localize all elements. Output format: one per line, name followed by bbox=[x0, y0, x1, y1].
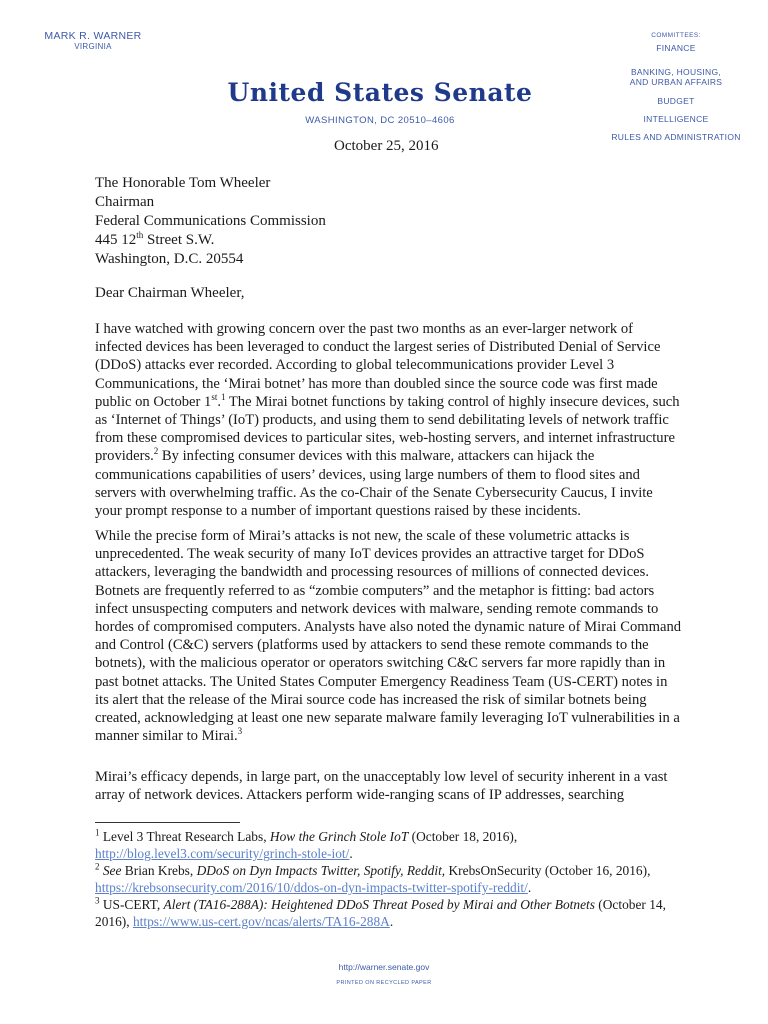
footnote-ref: 3 bbox=[237, 726, 243, 737]
body-paragraph-1: I have watched with growing concern over the past two months as an ever-larger network of infected devices has been leveraged to conduct the largest series of Distributed Denial of Service (DDoS) attacks ever recorded. According to global telecommunications provider Level 3 Communications, the ‘Mirai botnet’ has more than doubled since the source code was first made public on October 1st.$^1$ The Mirai botnet functions by taking control of highly insecure devices, such as ‘Internet of Things’ (IoT) products, and using them to send debilitating levels of network traffic from these compromised devices to particular sites, web-hosting servers, and internet infrastructure providers.$^2$ By infecting consumer devices with this malware, attackers can hijack the communications capabilities of users’ devices, using large numbers of them to flood sites and servers with overwhelming traffic. As the co-Chair of the Senate Cybersecurity Caucus, I invite your prompt response to a number of important questions raised by these incidents. bbox=[95, 321, 680, 520]
footnote-3: $^3$ US-CERT, Alert (TA16-288A): Heightened DDoS Threat Posed by Mirai and Other Botnets (October 14, 2016), https://www.us-cert.gov/ncas/alerts/TA16-288A. bbox=[95, 895, 666, 929]
sender-block bbox=[38, 30, 148, 51]
footnote-link[interactable]: https://www.us-cert.gov/ncas/alerts/TA16-288A bbox=[132, 914, 390, 929]
committees-label: COMMITTEES: bbox=[651, 32, 701, 39]
recipient-street: 445 12th Street S.W. bbox=[95, 230, 215, 248]
footer-website[interactable]: http://warner.senate.gov bbox=[338, 962, 430, 972]
recipient-name: The Honorable Tom Wheeler bbox=[95, 175, 271, 191]
recipient-agency: Federal Communications Commission bbox=[95, 213, 326, 229]
sender-name: MARK R. WARNER bbox=[44, 30, 142, 42]
committee-item: INTELLIGENCE bbox=[643, 114, 709, 124]
footnote-link[interactable]: https://krebsonsecurity.com/2016/10/ddos-on-dyn-impacts-twitter-spotify-reddit/ bbox=[95, 880, 528, 895]
footnote-ref: 1 bbox=[221, 391, 226, 402]
footnotes bbox=[95, 828, 685, 930]
committee-item: RULES AND ADMINISTRATION bbox=[611, 132, 741, 142]
letterhead-title: United States Senate bbox=[227, 78, 533, 107]
committees-list bbox=[596, 32, 756, 142]
salutation: Dear Chairman Wheeler, bbox=[95, 285, 245, 301]
committee-item: FINANCE bbox=[656, 43, 696, 53]
footnote-divider bbox=[95, 822, 240, 823]
footnote-ref: 2 bbox=[153, 446, 159, 457]
body-paragraph-3: Mirai’s efficacy depends, in large part, on the unacceptably low level of security inherent in a vast array of network devices. Attackers perform wide-ranging scans of IP addresses, searching bbox=[95, 769, 668, 804]
letterhead bbox=[210, 78, 550, 126]
letter-date: October 25, 2016 bbox=[334, 138, 439, 154]
sender-state: VIRGINIA bbox=[74, 42, 112, 51]
recipient-city: Washington, D.C. 20554 bbox=[95, 251, 244, 267]
footnote-link[interactable]: http://blog.level3.com/security/grinch-stole-iot/ bbox=[95, 846, 350, 861]
recipient-title: Chairman bbox=[95, 194, 155, 210]
footnote-2: $^2$ See Brian Krebs, DDoS on Dyn Impacts Twitter, Spotify, Reddit, KrebsOnSecurity (October 16, 2016), https://krebsonsecurity.com/2016/10/ddos-on-dyn-impacts-twitter-spotify-reddit/. bbox=[95, 861, 651, 895]
committee-item: BANKING, HOUSING, AND URBAN AFFAIRS bbox=[629, 67, 723, 87]
committee-item: BUDGET bbox=[657, 96, 695, 106]
body-paragraph-2: While the precise form of Mirai’s attacks is not new, the scale of these volumetric attacks is unprecedented. The weak security of many IoT devices provides an attractive target for DDoS attackers, leveraging the bandwidth and processing resources of millions of connected devices. Botnets are frequently referred to as “zombie computers” and the metaphor is fitting: bad actors infect unsuspecting computers and network devices with malware, sending remote commands to hordes of compromised computers. Analysts have also noted the dynamic nature of Mirai Command and Control (C&C) servers (platforms used by attackers to send these remote commands to the botnets), with the malicious operator or operators switching C&C servers far more rapidly than in past botnet attacks. The United States Computer Emergency Readiness Team (US-CERT) notes in its alert that the release of the Mirai source code has increased the risk of similar botnets being created, acknowledging at least one new separate malware family leveraging IoT vulnerabilities in a manner similar to Mirai.$^3$ bbox=[95, 528, 682, 745]
footer-recycled-note: PRINTED ON RECYCLED PAPER bbox=[336, 980, 432, 986]
recipient-address bbox=[95, 174, 326, 269]
page-footer bbox=[0, 962, 768, 986]
letterhead-address: WASHINGTON, DC 20510–4606 bbox=[305, 115, 455, 126]
footnote-1: $^1$ Level 3 Threat Research Labs, How the Grinch Stole IoT (October 18, 2016), http://blog.level3.com/security/grinch-stole-iot/. bbox=[95, 827, 518, 861]
